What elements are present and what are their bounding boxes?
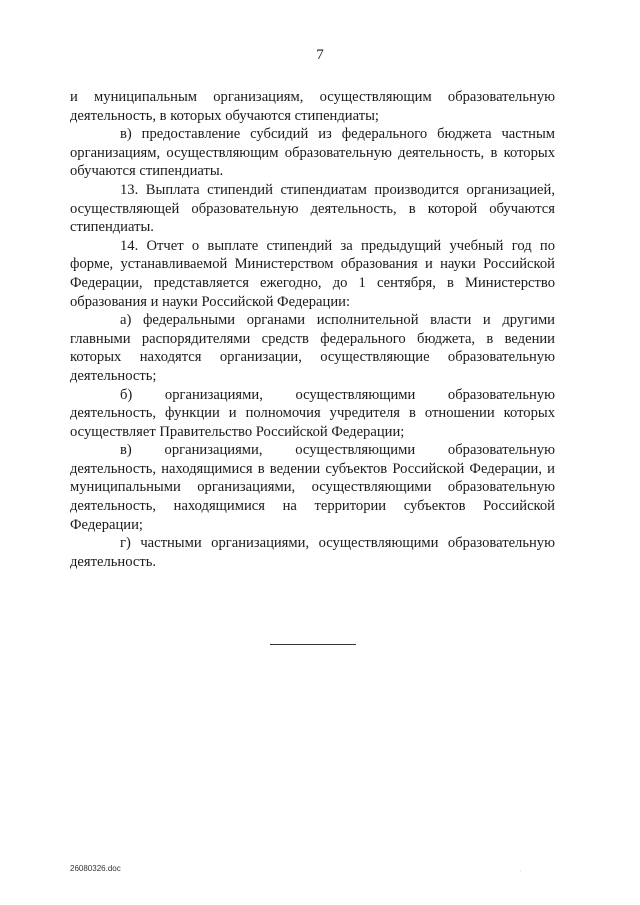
paragraph-item-b: б) организациями, осуществляющими образовательную деятельность, функции и полномочия учредителя в отношении которых осуществляет Правительство Российской Федерации;: [70, 386, 555, 440]
end-of-text-rule: [270, 644, 356, 645]
document-file-id: 26080326.doc: [70, 864, 121, 873]
paragraph-item-v: в) организациями, осуществляющими образовательную деятельность, находящимися в ведении субъектов Российской Федерации, и муниципальными организациями, осуществляющими образовательную деятельность, находящимися на территории субъектов Российской Федерации;: [70, 442, 555, 533]
document-body: [70, 88, 555, 571]
scan-mark: ·: [519, 868, 522, 875]
paragraph-item-v-subsidies: в) предоставление субсидий из федерального бюджета частным организациям, осуществляющим образовательную деятельность, в которых обучаются стипендиаты.: [70, 126, 555, 180]
paragraph-item-g: г) частными организациями, осуществляющими образовательную деятельность.: [70, 535, 555, 570]
paragraph-clause-13: 13. Выплата стипендий стипендиатам производится организацией, осуществляющей образовательную деятельность, в которой обучаются стипендиаты.: [70, 181, 555, 236]
page-number: 7: [316, 47, 324, 63]
paragraph-continuation: и муниципальным организациям, осуществляющим образовательную деятельность, в которых обучаются стипендиаты;: [70, 89, 555, 124]
paragraph-clause-14: 14. Отчет о выплате стипендий за предыдущий учебный год по форме, устанавливаемой Министерством образования и науки Российской Федерации, представляется ежегодно, до 1 сентября, в Министерство образования и науки Российской Федерации:: [70, 237, 555, 310]
paragraph-item-a: а) федеральными органами исполнительной власти и другими главными распорядителями средств федерального бюджета, в ведении которых находятся организации, осуществляющие образовательную деятельность;: [70, 312, 555, 384]
